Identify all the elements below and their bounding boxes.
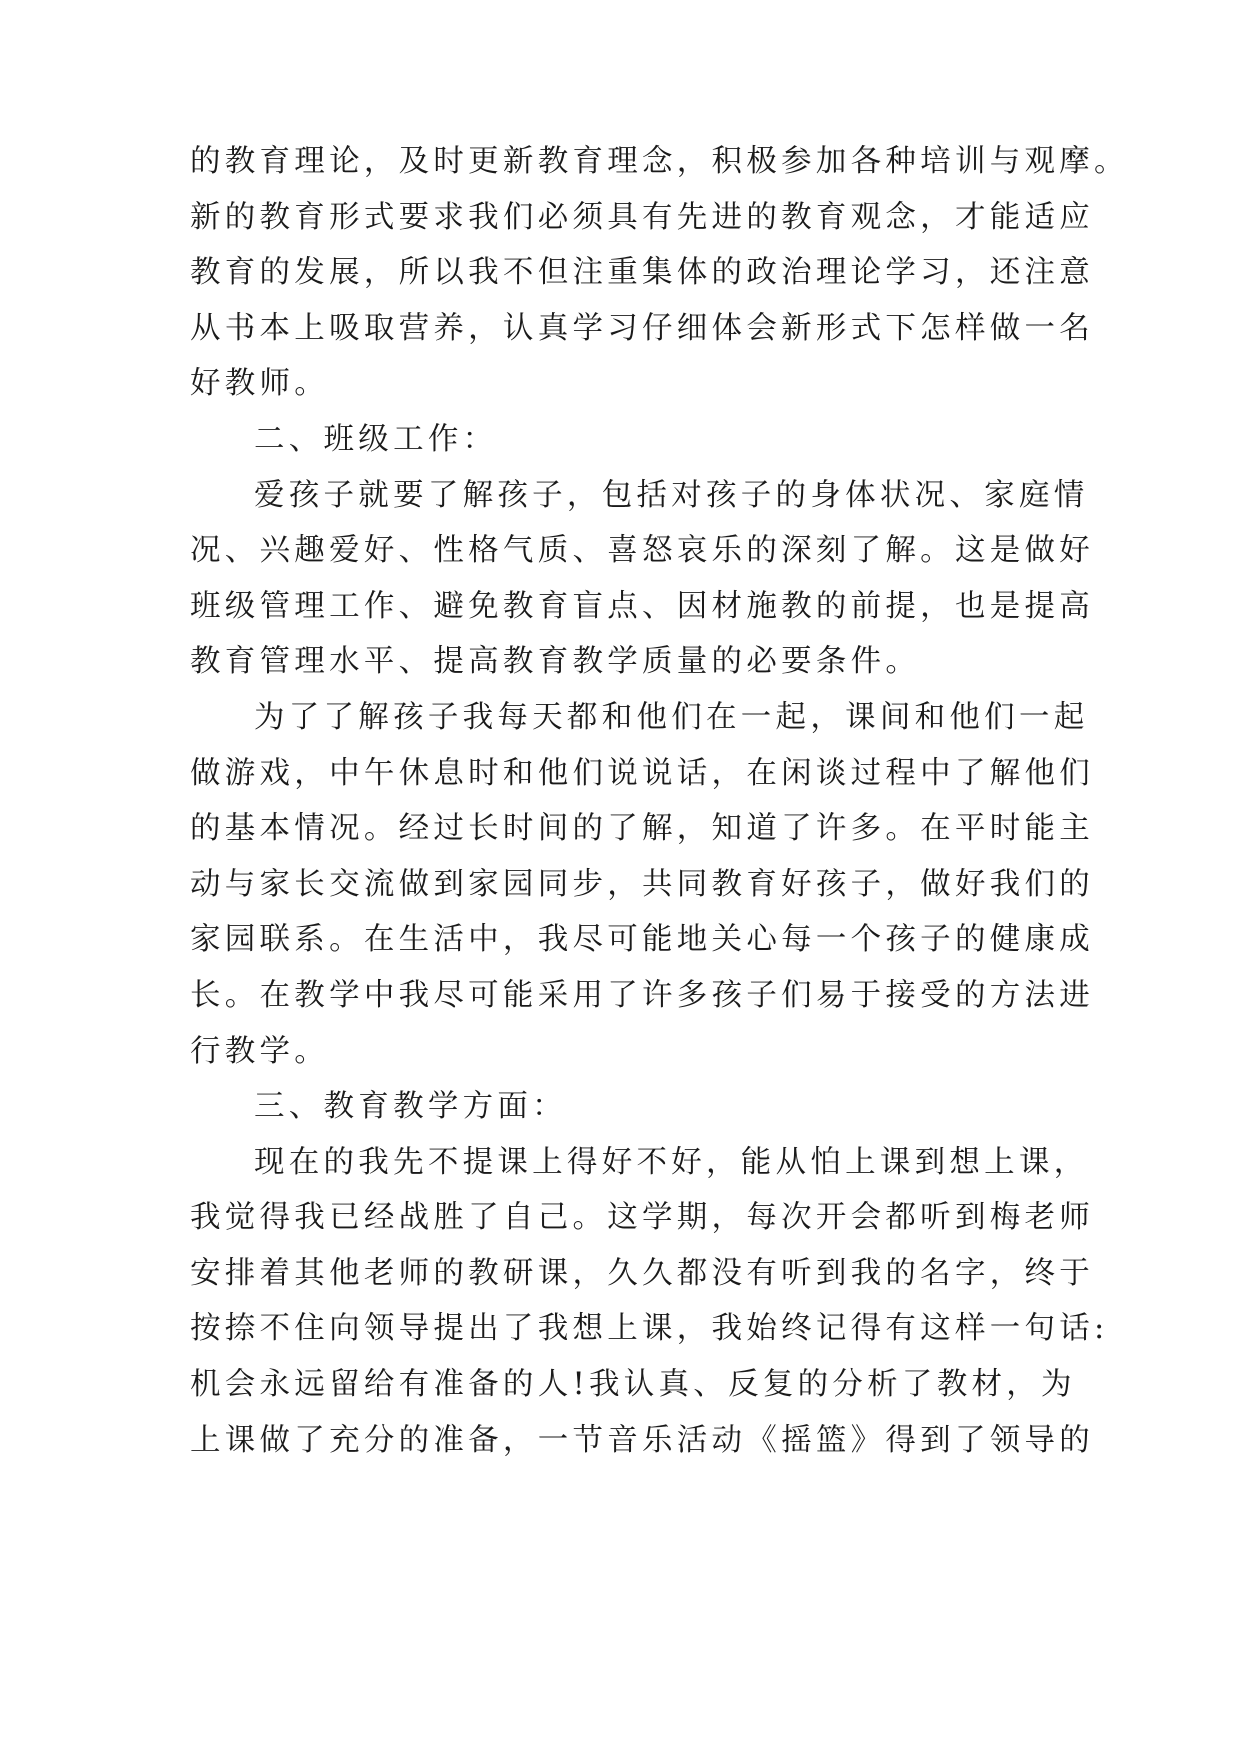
text-line: 动与家长交流做到家园同步，共同教育好孩子，做好我们的: [190, 866, 1095, 902]
text-line: 家园联系。在生活中，我尽可能地关心每一个孩子的健康成: [190, 922, 1095, 958]
text-line: 安排着其他老师的教研课，久久都没有听到我的名字，终于: [190, 1255, 1095, 1291]
text-line: 爱孩子就要了解孩子，包括对孩子的身体状况、家庭情: [254, 477, 1089, 513]
text-line: 我觉得我已经战胜了自己。这学期，每次开会都听到梅老师: [190, 1200, 1095, 1236]
text-line: 按捺不住向领导提出了我想上课，我始终记得有这样一句话:: [190, 1311, 1109, 1347]
text-line: 做游戏，中午休息时和他们说说话，在闲谈过程中了解他们: [190, 755, 1095, 791]
text-line: 上课做了充分的准备，一节音乐活动《摇篮》得到了领导的: [190, 1422, 1095, 1458]
text-line: 教育的发展，所以我不但注重集体的政治理论学习，还注意: [190, 255, 1095, 291]
text-line: 行教学。: [190, 1033, 330, 1069]
text-line: 况、兴趣爱好、性格气质、喜怒哀乐的深刻了解。这是做好: [190, 533, 1095, 569]
text-line: 新的教育形式要求我们必须具有先进的教育观念，才能适应: [190, 199, 1095, 235]
text-line: 好教师。: [190, 366, 330, 402]
text-line: 机会永远留给有准备的人!我认真、反复的分析了教材，为: [190, 1367, 1076, 1403]
text-line: 的教育理论，及时更新教育理念，积极参加各种培训与观摩。: [190, 144, 1129, 179]
text-line: 长。在教学中我尽可能采用了许多孩子们易于接受的方法进: [190, 977, 1095, 1013]
text-line: 的基本情况。经过长时间的了解，知道了许多。在平时能主: [190, 811, 1095, 847]
section-heading: 三、教育教学方面：: [254, 1089, 567, 1125]
text-line: 教育管理水平、提高教育教学质量的必要条件。: [190, 644, 921, 680]
text-line: 从书本上吸取营养，认真学习仔细体会新形式下怎样做一名: [190, 310, 1095, 346]
text-line: 班级管理工作、避免教育盲点、因材施教的前提，也是提高: [190, 588, 1095, 624]
section-heading: 二、班级工作：: [254, 421, 498, 457]
text-line: 现在的我先不提课上得好不好，能从怕上课到想上课，: [254, 1144, 1089, 1180]
text-line: 为了了解孩子我每天都和他们在一起，课间和他们一起: [254, 699, 1089, 735]
document-body: [190, 134, 1129, 1468]
